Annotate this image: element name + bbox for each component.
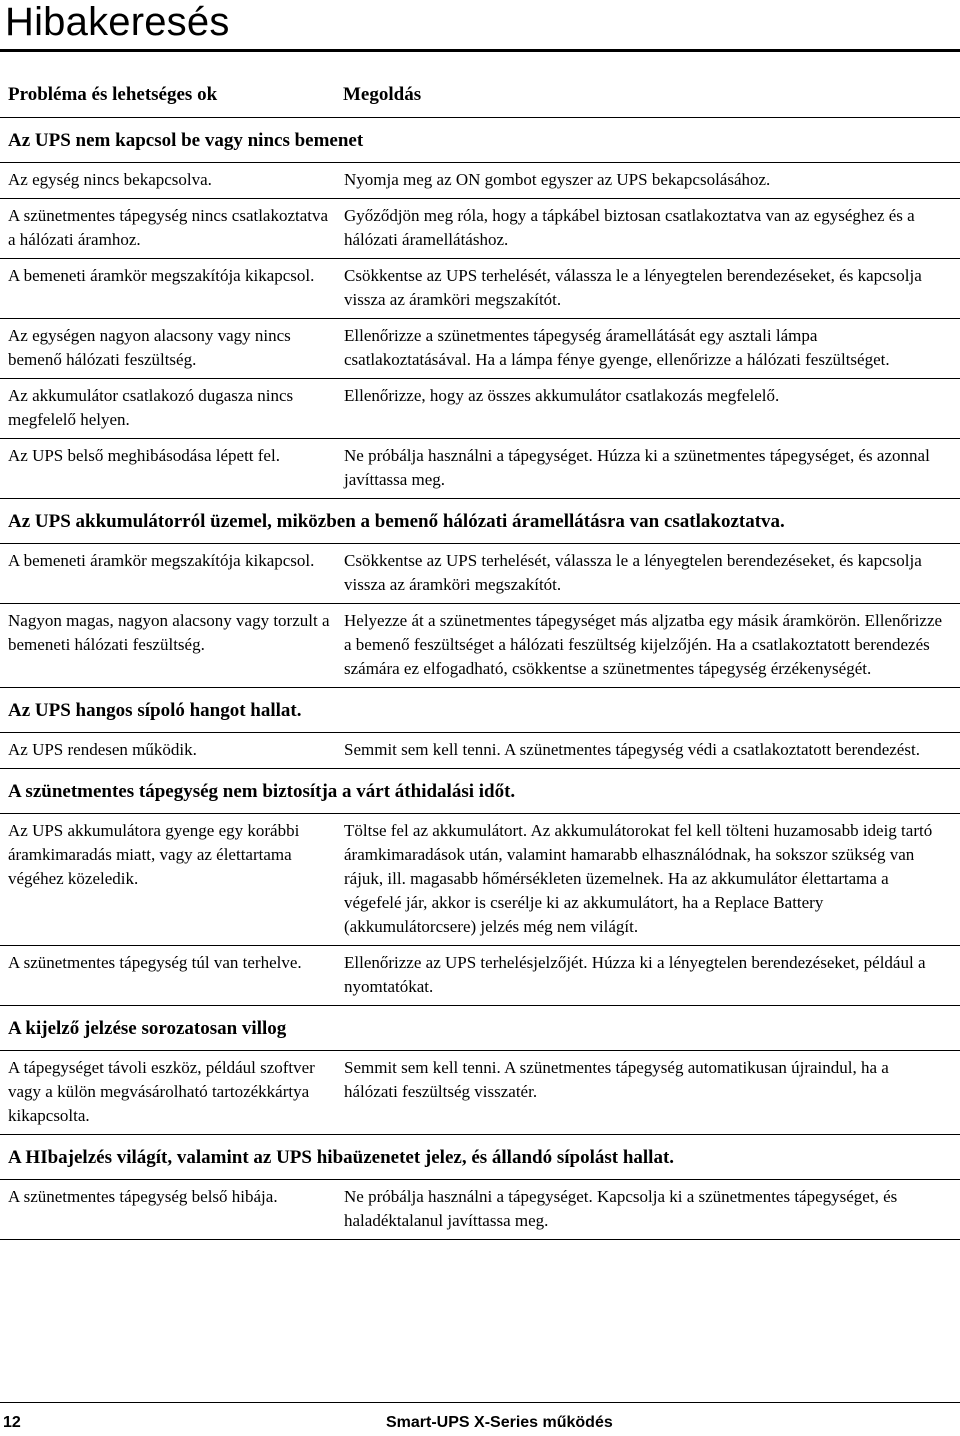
page-title: Hibakeresés bbox=[5, 0, 230, 44]
problem-cell: Az egységen nagyon alacsony vagy nincs bemenő hálózati feszültség. bbox=[8, 326, 291, 369]
solution-cell: Ellenőrizze az UPS terhelésjelzőjét. Húzza ki a lényegtelen berendezéseket, például a nyomtatókat. bbox=[344, 953, 926, 996]
section-title: A szünetmentes tápegység nem biztosítja a várt áthidalási időt. bbox=[0, 769, 960, 814]
table-row bbox=[0, 604, 960, 688]
table-row bbox=[0, 946, 960, 1006]
problem-cell: Az UPS akkumulátora gyenge egy korábbi áramkimaradás miatt, vagy az élettartama végéhez közeledik. bbox=[8, 821, 300, 888]
table-row bbox=[0, 439, 960, 499]
table-row bbox=[0, 814, 960, 946]
section-title: A kijelző jelzése sorozatosan villog bbox=[0, 1006, 960, 1051]
solution-cell: Győződjön meg róla, hogy a tápkábel biztosan csatlakoztatva van az egységhez és a hálózati áramellátáshoz. bbox=[344, 206, 915, 249]
troubleshooting-table bbox=[0, 52, 960, 1240]
table-row bbox=[0, 1180, 960, 1240]
problem-cell: Az UPS rendesen működik. bbox=[8, 740, 197, 759]
section-title: A HIbajelzés világít, valamint az UPS hibaüzenetet jelez, és állandó sípolást hallat. bbox=[0, 1135, 960, 1180]
table-row bbox=[0, 379, 960, 439]
header-problem: Probléma és lehetséges ok bbox=[8, 84, 218, 105]
table-row bbox=[0, 544, 960, 604]
problem-cell: A tápegységet távoli eszköz, például szoftver vagy a külön megvásárolható tartozékkártya kikapcsolta. bbox=[8, 1058, 315, 1125]
table-sections bbox=[0, 118, 960, 1240]
problem-cell: A bemeneti áramkör megszakítója kikapcsol. bbox=[8, 266, 315, 285]
footer-title: Smart-UPS X-Series működés bbox=[386, 1414, 613, 1431]
table-row bbox=[0, 259, 960, 319]
problem-cell: Az UPS belső meghibásodása lépett fel. bbox=[8, 446, 280, 465]
section-title: Az UPS hangos sípoló hangot hallat. bbox=[0, 688, 960, 733]
solution-cell: Csökkentse az UPS terhelését, válassza le a lényegtelen berendezéseket, és kapcsolja vissza az áramköri megszakítót. bbox=[344, 266, 922, 309]
table-row bbox=[0, 1051, 960, 1135]
table-row bbox=[0, 199, 960, 259]
page-number: 12 bbox=[3, 1414, 21, 1431]
solution-cell: Ellenőrizze, hogy az összes akkumulátor csatlakozás megfelelő. bbox=[344, 386, 780, 405]
solution-cell: Nyomja meg az ON gombot egyszer az UPS bekapcsolásához. bbox=[344, 170, 771, 189]
problem-cell: A bemeneti áramkör megszakítója kikapcsol. bbox=[8, 551, 315, 570]
solution-cell: Semmit sem kell tenni. A szünetmentes tápegység automatikusan újraindul, ha a hálózati feszültség visszatér. bbox=[344, 1058, 889, 1101]
solution-cell: Ne próbálja használni a tápegységet. Húzza ki a szünetmentes tápegységet, és azonnal javíttassa meg. bbox=[344, 446, 930, 489]
problem-cell: A szünetmentes tápegység túl van terhelve. bbox=[8, 953, 302, 972]
problem-cell: Az akkumulátor csatlakozó dugasza nincs megfelelő helyen. bbox=[8, 386, 294, 429]
solution-cell: Csökkentse az UPS terhelését, válassza le a lényegtelen berendezéseket, és kapcsolja vissza az áramköri megszakítót. bbox=[344, 551, 922, 594]
section-title: Az UPS akkumulátorról üzemel, miközben a bemenő hálózati áramellátásra van csatlakoztatva. bbox=[0, 499, 960, 544]
problem-cell: Nagyon magas, nagyon alacsony vagy torzult a bemeneti hálózati feszültség. bbox=[8, 611, 330, 654]
table-row bbox=[0, 733, 960, 769]
solution-cell: Helyezze át a szünetmentes tápegységet más aljzatba egy másik áramkörön. Ellenőrizze a bemenő feszültséget a hálózati feszültség kijelzőjén. Ha a csatlakoztatott berendezés számára ez elfogadható, csökkentse a szünetmentes tápegység érzékenységét. bbox=[344, 611, 943, 678]
table-row bbox=[0, 163, 960, 199]
footer-rule bbox=[0, 1402, 960, 1403]
solution-cell: Semmit sem kell tenni. A szünetmentes tápegység védi a csatlakoztatott berendezést. bbox=[344, 740, 920, 759]
section-title: Az UPS nem kapcsol be vagy nincs bemenet bbox=[0, 118, 960, 163]
header-solution: Megoldás bbox=[343, 84, 422, 105]
solution-cell: Töltse fel az akkumulátort. Az akkumulátorokat fel kell tölteni huzamosabb ideig tartó áramkimaradások után, valamint hamarabb elhasználódnak, ha sokszor szükség van rájuk, ill. magasabb hőmérsékleten üzemelnek. Ha az akkumulátor élettartama a végefelé jár, akkor is cserélje ki az akkumulátort, ha a Replace Battery (akkumulátorcsere) jelzés még nem világít. bbox=[344, 821, 933, 936]
solution-cell: Ne próbálja használni a tápegységet. Kapcsolja ki a szünetmentes tápegységet, és haladéktalanul javíttassa meg. bbox=[344, 1187, 898, 1230]
table-header bbox=[0, 52, 960, 118]
solution-cell: Ellenőrizze a szünetmentes tápegység áramellátását egy asztali lámpa csatlakoztatásával. Ha a lámpa fénye gyenge, ellenőrizze a hálózati feszültséget. bbox=[344, 326, 890, 369]
problem-cell: Az egység nincs bekapcsolva. bbox=[8, 170, 212, 189]
problem-cell: A szünetmentes tápegység belső hibája. bbox=[8, 1187, 278, 1206]
problem-cell: A szünetmentes tápegység nincs csatlakoztatva a hálózati áramhoz. bbox=[8, 206, 329, 249]
table-row bbox=[0, 319, 960, 379]
